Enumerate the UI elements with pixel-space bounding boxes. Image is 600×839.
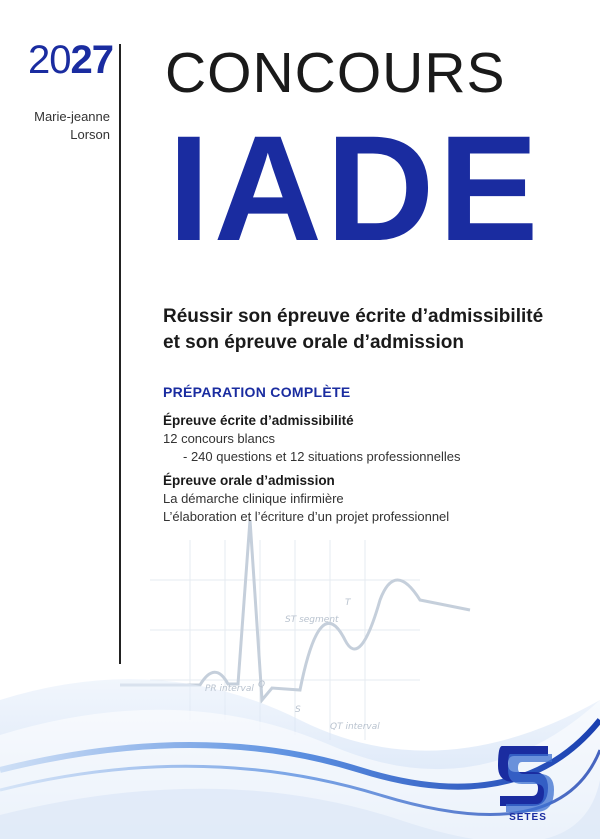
edition-year	[28, 40, 113, 80]
written-exam-item-1: 12 concours blancs	[163, 431, 276, 446]
title-iade: IADE	[168, 104, 543, 272]
ecg-label-pr-interval: PR interval	[205, 684, 254, 694]
vertical-divider	[119, 44, 121, 664]
written-exam-title: Épreuve écrite d’admissibilité	[163, 413, 354, 428]
oral-exam-item-2: L’élaboration et l’écriture d’un projet professionnel	[163, 509, 450, 524]
subtitle-line-1: Réussir son épreuve écrite d’admissibilité	[163, 306, 544, 327]
subtitle	[163, 304, 583, 356]
year-part1: 20	[28, 38, 71, 82]
oral-exam-item-1: La démarche clinique infirmière	[163, 491, 344, 506]
publisher-name: SETES	[509, 812, 547, 823]
author-last-name: Lorson	[70, 127, 110, 142]
subtitle-line-2: et son épreuve orale d’admission	[163, 332, 464, 353]
year-part2: 27	[70, 38, 113, 82]
ecg-label-t: T	[345, 598, 351, 608]
ecg-label-st-segment: ST segment	[285, 615, 339, 625]
written-exam-item-2: - 240 questions et 12 situations professionnelles	[183, 449, 461, 464]
author	[10, 108, 110, 144]
ecg-label-s: S	[295, 705, 301, 715]
preparation-heading: PRÉPARATION COMPLÈTE	[163, 384, 351, 400]
ecg-label-qt-interval: QT interval	[330, 722, 380, 732]
written-exam-block	[163, 412, 461, 466]
ecg-label-q: Q	[258, 680, 266, 690]
author-first-name: Marie-jeanne	[34, 109, 110, 124]
oral-exam-block	[163, 472, 449, 526]
oral-exam-title: Épreuve orale d’admission	[163, 473, 335, 488]
title-concours: CONCOURS	[165, 41, 506, 105]
